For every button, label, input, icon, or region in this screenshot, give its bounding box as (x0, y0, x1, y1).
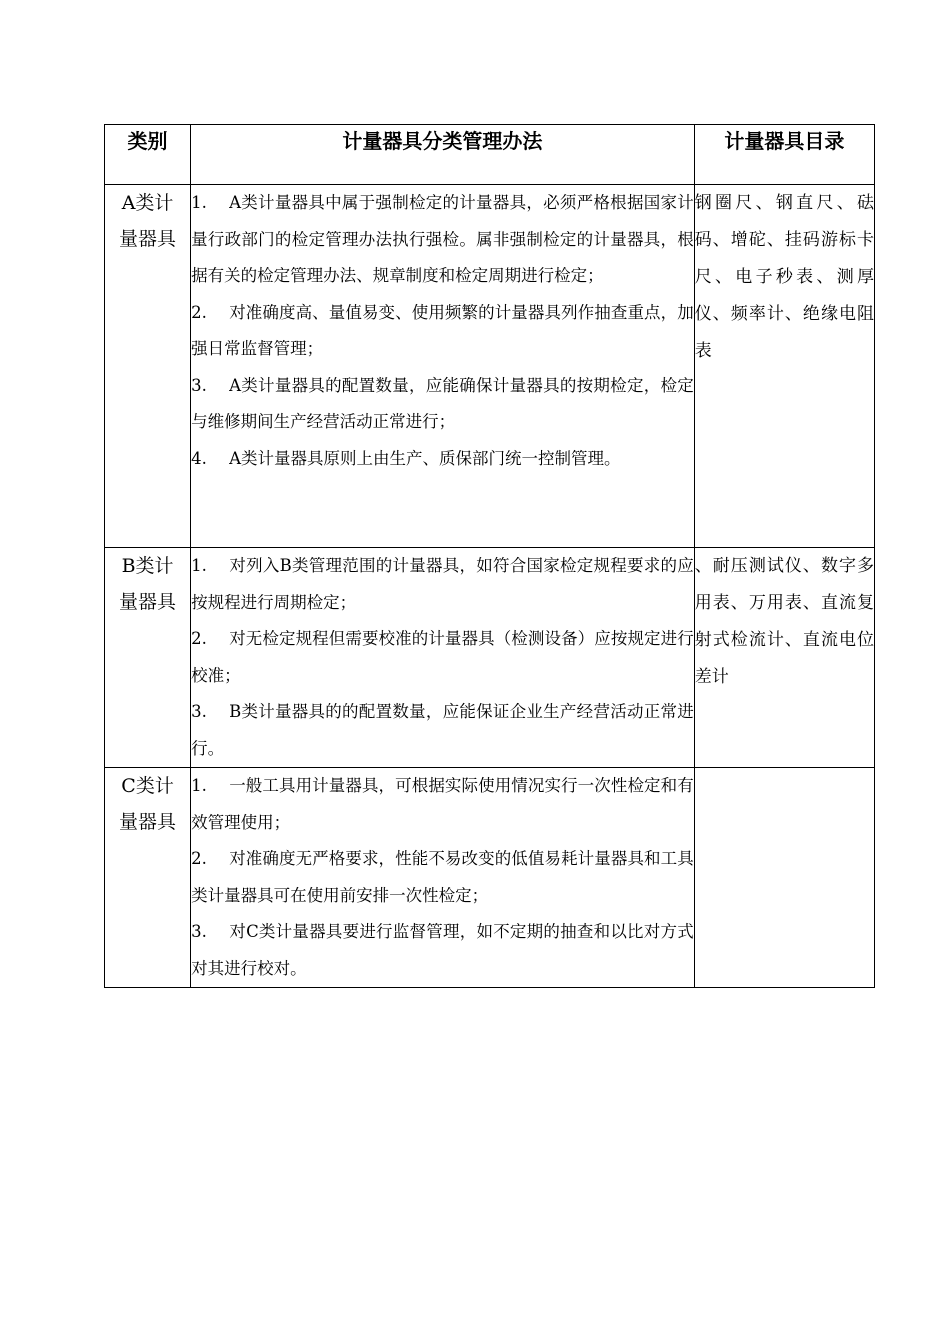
catalog-cell: 、耐压测试仪、数字多用表、万用表、直流复射式检流计、直流电位差计 (694, 548, 874, 768)
category-label-line1: B类计 (121, 555, 174, 577)
catalog-cell (694, 768, 874, 988)
item-number: 1. (191, 193, 207, 212)
method-item (191, 441, 694, 478)
item-text: 对C类计量器具要进行监督管理，如不定期的抽查和以比对方式对其进行校对。 (191, 922, 694, 978)
item-number: 3. (191, 375, 207, 395)
method-item (191, 548, 694, 621)
table-row (105, 185, 875, 548)
item-text: B类计量器具的的配置数量，应能保证企业生产经营活动正常进行。 (191, 702, 694, 758)
item-number: 1. (191, 556, 207, 575)
method-item (191, 841, 694, 914)
method-item (191, 694, 694, 767)
header-catalog: 计量器具目录 (694, 125, 874, 185)
item-text: A类计量器具中属于强制检定的计量器具，必须严格根据国家计量行政部门的检定管理办法执行强检。属非强制检定的计量器具，根据有关的检定管理办法、规章制度和检定周期进行检定； (191, 193, 694, 285)
category-label-line2: 量器具 (119, 591, 177, 613)
item-number: 4. (191, 448, 207, 468)
method-cell (191, 185, 695, 548)
category-cell (105, 768, 191, 988)
method-cell (191, 768, 695, 988)
category-label-line1: A类计 (121, 192, 174, 214)
method-item (191, 768, 694, 841)
method-item (191, 621, 694, 694)
header-category: 类别 (105, 125, 191, 185)
method-item (191, 368, 694, 441)
item-text: A类计量器具的配置数量，应能确保计量器具的按期检定，检定与维修期间生产经营活动正常进行； (191, 375, 694, 431)
method-item (191, 295, 694, 368)
item-text: 一般工具用计量器具，可根据实际使用情况实行一次性检定和有效管理使用； (191, 776, 694, 832)
item-text: 对列入B类管理范围的计量器具，如符合国家检定规程要求的应按规程进行周期检定； (191, 556, 694, 612)
measuring-instrument-table (104, 124, 875, 988)
header-row (105, 125, 875, 185)
item-number: 1. (191, 776, 207, 795)
item-text: 对无检定规程但需要校准的计量器具（检测设备）应按规定进行校准； (191, 629, 694, 685)
category-label-line1: C类计 (121, 775, 174, 797)
item-text: 对准确度无严格要求，性能不易改变的低值易耗计量器具和工具类计量器具可在使用前安排一次性检定； (191, 849, 694, 905)
item-number: 3. (191, 702, 207, 721)
method-item (191, 914, 694, 987)
item-number: 3. (191, 922, 207, 941)
method-cell (191, 548, 695, 768)
header-method: 计量器具分类管理办法 (191, 125, 695, 185)
catalog-cell: 钢圈尺、钢直尺、砝码、增砣、挂码游标卡尺、电子秒表、测厚仪、频率计、绝缘电阻表 (694, 185, 874, 548)
item-number: 2. (191, 302, 207, 322)
item-number: 2. (191, 849, 207, 868)
table-row (105, 548, 875, 768)
category-cell (105, 185, 191, 548)
table-row (105, 768, 875, 988)
item-text: A类计量器具原则上由生产、质保部门统一控制管理。 (229, 448, 621, 468)
category-label-line2: 量器具 (119, 228, 177, 250)
item-text: 对准确度高、量值易变、使用频繁的计量器具列作抽查重点，加强日常监督管理； (191, 302, 694, 358)
item-number: 2. (191, 629, 207, 648)
category-label-line2: 量器具 (119, 811, 177, 833)
category-cell (105, 548, 191, 768)
method-item (191, 185, 694, 295)
